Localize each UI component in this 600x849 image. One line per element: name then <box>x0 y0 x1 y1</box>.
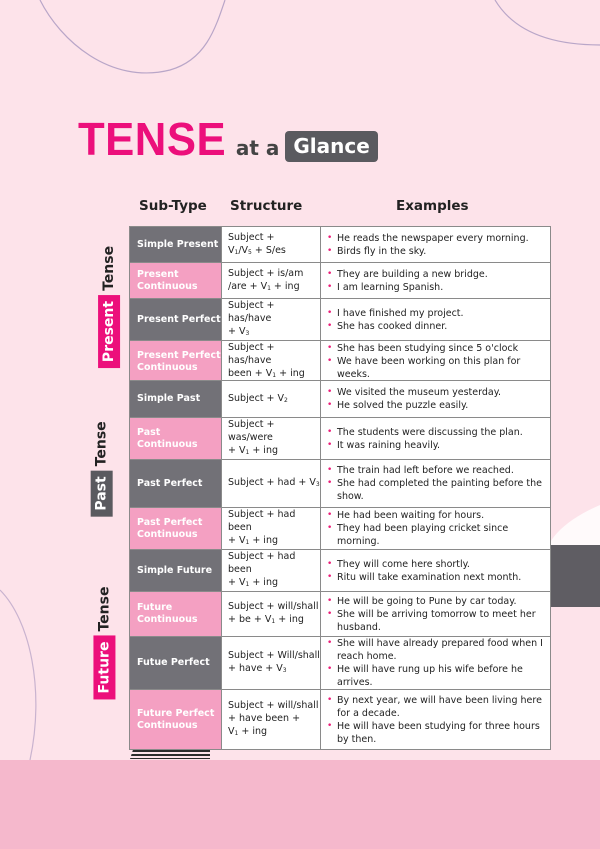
structure-cell <box>222 299 321 341</box>
table-row <box>130 227 551 263</box>
example-item <box>327 509 550 522</box>
group-label-future-highlight: Future <box>93 636 115 700</box>
table-row <box>130 381 551 418</box>
structure-line: + have + $V_3$ <box>228 663 287 674</box>
example-item <box>327 558 550 571</box>
examples-cell <box>321 418 551 460</box>
structure-line: Subject + has/have <box>228 342 275 366</box>
title-word-glance: Glance <box>285 131 377 162</box>
structure-cell <box>222 381 321 418</box>
example-item <box>327 355 550 381</box>
structure-line: $V_1/V_5 + S/es$ <box>228 244 286 256</box>
structure-line: been + $V_1$ + ing <box>228 368 305 379</box>
example-text: By next year, we will have been living here for a decade. <box>337 694 542 719</box>
example-text: They will come here shortly. <box>337 558 470 570</box>
group-label-present-text: Tense <box>101 245 118 291</box>
example-text: She had completed the painting before the show. <box>337 478 542 502</box>
table-row <box>130 341 551 383</box>
subtype-cell: Simple Future <box>130 550 222 592</box>
bullet-icon: • <box>327 523 333 533</box>
example-item <box>327 307 550 320</box>
example-item <box>327 342 550 355</box>
bullet-icon: • <box>327 720 333 731</box>
example-item <box>327 426 550 439</box>
structure-line: Subject + will/shall <box>228 700 319 711</box>
bullet-icon: • <box>327 320 333 331</box>
structure-cell <box>222 637 321 690</box>
structure-line: Subject + had been <box>228 509 296 533</box>
subtype-cell: Simple Present <box>130 227 222 263</box>
example-item <box>327 439 550 452</box>
bullet-icon: • <box>327 268 333 279</box>
structure-cell <box>222 263 321 299</box>
example-text: She has been studying since 5 o'clock <box>337 343 519 354</box>
example-text: They had been playing cricket since morning. <box>337 523 509 547</box>
examples-cell <box>321 508 551 550</box>
examples-cell <box>321 690 551 750</box>
structure-line: Subject + had + $V_3$ <box>228 477 320 488</box>
example-item <box>327 571 550 584</box>
example-text: He will have been studying for three hours by then. <box>337 720 540 745</box>
example-item <box>327 608 550 634</box>
example-text: She will be arriving tomorrow to meet her husband. <box>337 608 536 633</box>
structure-line: + $V_1$ + ing <box>228 577 279 588</box>
structure-line: $/are + V_1$ + ing <box>228 280 300 292</box>
example-text: He had been waiting for hours. <box>337 510 485 521</box>
group-label-past-highlight: Past <box>91 470 113 516</box>
bullet-icon: • <box>327 307 333 318</box>
example-item <box>327 268 550 281</box>
table-row <box>130 299 551 341</box>
bullet-icon: • <box>327 608 333 619</box>
group-label-present-highlight: Present <box>98 295 120 368</box>
example-item <box>327 637 550 663</box>
example-text: He solved the puzzle easily. <box>337 400 469 411</box>
structure-line: + have been + <box>228 713 301 724</box>
bullet-icon: • <box>327 510 333 520</box>
bullet-icon: • <box>327 400 333 410</box>
table-row <box>130 550 551 592</box>
table-row <box>130 263 551 299</box>
example-item <box>327 399 550 412</box>
present-tense-table <box>129 226 551 383</box>
structure-line: Subject + will/shall <box>228 601 319 612</box>
subtype-cell: Simple Past <box>130 381 222 418</box>
structure-cell <box>222 550 321 592</box>
example-text: It was raining heavily. <box>337 439 441 451</box>
bullet-icon: • <box>327 595 333 606</box>
example-text: He will be going to Pune by car today. <box>337 595 517 607</box>
past-future-tense-table <box>129 380 551 750</box>
example-item <box>327 232 550 245</box>
bullet-icon: • <box>327 558 333 569</box>
title-word-tense: TENSE <box>78 113 227 165</box>
structure-line: + $V_1$ + ing <box>228 535 279 546</box>
structure-cell <box>222 418 321 460</box>
bullet-icon: • <box>327 232 333 243</box>
title-word-ata: at a <box>235 136 280 160</box>
page-title <box>78 113 378 165</box>
example-item <box>327 663 550 689</box>
structure-line: Subject + had been <box>228 551 296 575</box>
example-item <box>327 477 550 503</box>
structure-line: $V_1$ + ing <box>228 726 268 737</box>
side-tab <box>547 545 600 607</box>
subtype-cell: Present Perfect <box>130 299 222 341</box>
structure-line: + $V_3$ <box>228 326 250 337</box>
example-item <box>327 694 550 720</box>
structure-line: Subject + <box>228 231 275 243</box>
example-item <box>327 245 550 258</box>
example-text: They are building a new bridge. <box>337 268 488 280</box>
bullet-icon: • <box>327 571 333 582</box>
bottom-band <box>0 760 600 849</box>
table-row <box>130 460 551 508</box>
table-row <box>130 690 551 750</box>
bullet-icon: • <box>327 694 333 705</box>
bullet-icon: • <box>327 387 333 397</box>
bullet-icon: • <box>327 465 333 475</box>
bullet-icon: • <box>327 356 333 366</box>
examples-cell <box>321 227 551 263</box>
example-text: We have been working on this plan for weeks. <box>337 356 521 380</box>
group-label-past <box>91 417 113 516</box>
table-row <box>130 592 551 637</box>
example-text: We visited the museum yesterday. <box>337 387 502 398</box>
example-item <box>327 281 550 294</box>
example-item <box>327 320 550 333</box>
subtype-cell: Future Perfect Continuous <box>130 690 222 750</box>
example-text: He reads the newspaper every morning. <box>337 232 529 244</box>
structure-line: Subject + was/were <box>228 419 275 443</box>
structure-line: Subject + has/have <box>228 300 275 324</box>
example-text: The students were discussing the plan. <box>337 426 523 438</box>
example-item <box>327 720 550 746</box>
example-text: I am learning Spanish. <box>337 281 444 293</box>
subtype-cell: Present Perfect Continuous <box>130 341 222 383</box>
examples-cell <box>321 637 551 690</box>
structure-cell <box>222 592 321 637</box>
structure-cell <box>222 690 321 750</box>
subtype-cell: Past Perfect <box>130 460 222 508</box>
example-text: Ritu will take examination next month. <box>337 571 522 583</box>
group-label-present <box>98 242 120 368</box>
header-examples: Examples <box>396 198 469 214</box>
header-structure: Structure <box>230 198 303 214</box>
table-row <box>130 508 551 550</box>
structure-line: Subject + $V_2$ <box>228 392 288 404</box>
example-item <box>327 522 550 548</box>
structure-cell <box>222 460 321 508</box>
bullet-icon: • <box>327 343 333 353</box>
examples-cell <box>321 550 551 592</box>
bullet-icon: • <box>327 281 333 292</box>
structure-cell <box>222 508 321 550</box>
header-subtype: Sub-Type <box>139 198 207 214</box>
structure-cell <box>222 227 321 263</box>
example-text: She has cooked dinner. <box>337 320 448 332</box>
examples-cell <box>321 381 551 418</box>
group-label-past-text: Tense <box>93 421 110 467</box>
structure-line: Subject + Will/shall <box>228 650 320 661</box>
bullet-icon: • <box>327 664 333 674</box>
bullet-icon: • <box>327 638 333 648</box>
examples-cell <box>321 460 551 508</box>
table-row <box>130 637 551 690</box>
examples-cell <box>321 263 551 299</box>
example-text: Birds fly in the sky. <box>337 245 427 257</box>
examples-cell <box>321 299 551 341</box>
example-text: I have finished my project. <box>337 307 464 319</box>
bullet-icon: • <box>327 478 333 488</box>
structure-line: + $V_1$ + ing <box>228 445 279 456</box>
subtype-cell: Future Continuous <box>130 592 222 637</box>
group-label-future <box>93 583 115 700</box>
examples-cell <box>321 341 551 383</box>
example-text: She will have already prepared food when I reach home. <box>337 638 543 662</box>
bullet-icon: • <box>327 426 333 437</box>
example-item <box>327 386 550 399</box>
example-item <box>327 464 550 477</box>
example-item <box>327 595 550 608</box>
examples-cell <box>321 592 551 637</box>
bullet-icon: • <box>327 439 333 450</box>
example-text: He will have rung up his wife before he arrives. <box>337 664 523 688</box>
subtype-cell: Futue Perfect <box>130 637 222 690</box>
table-row <box>130 418 551 460</box>
bullet-icon: • <box>327 245 333 256</box>
example-text: The train had left before we reached. <box>337 465 514 476</box>
structure-cell <box>222 341 321 383</box>
structure-line: + be + $V_1$ + ing <box>228 614 304 625</box>
structure-line: Subject + is/am <box>228 267 304 279</box>
subtype-cell: Past Perfect Continuous <box>130 508 222 550</box>
subtype-cell: Past Continuous <box>130 418 222 460</box>
subtype-cell: Present Continuous <box>130 263 222 299</box>
group-label-future-text: Tense <box>96 586 113 632</box>
